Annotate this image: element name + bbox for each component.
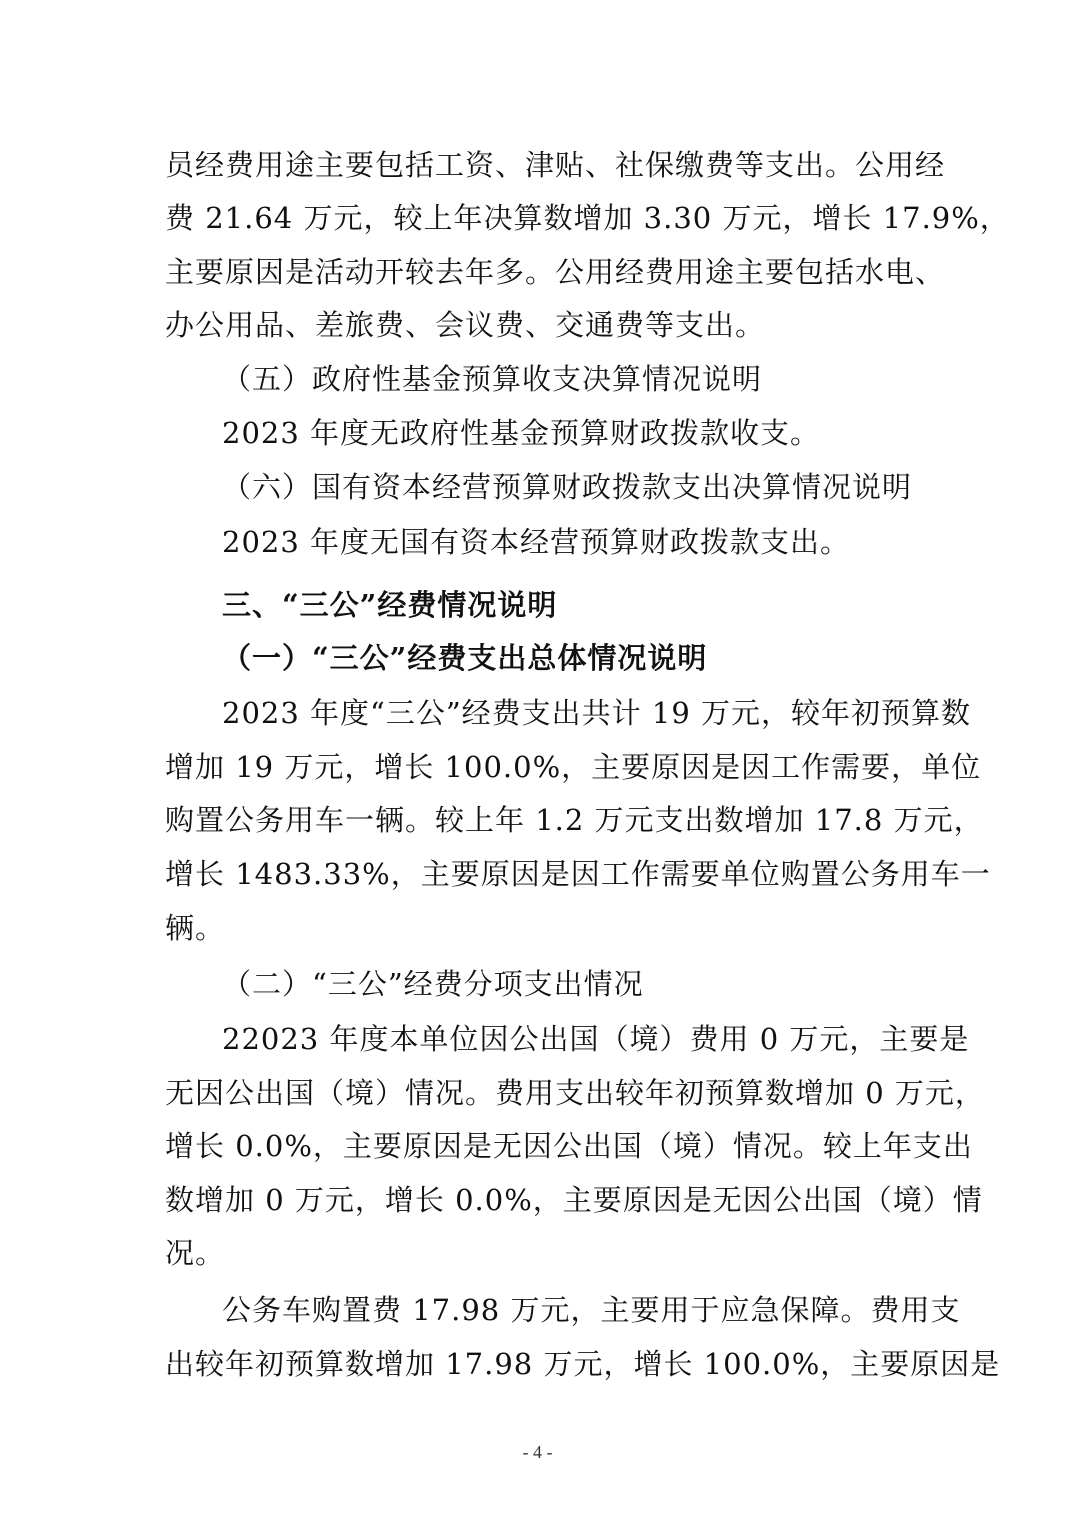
section-heading: （二）“三公”经费分项支出情况 [222,967,644,1001]
body-line: 辆。 [165,911,226,945]
body-line: 员经费用途主要包括工资、津贴、社保缴费等支出。公用经 [165,148,946,182]
body-line: 出较年初预算数增加 17.98 万元，增长 100.0%，主要原因是 [165,1347,1001,1381]
chapter-heading: 三、“三公”经费情况说明 [222,588,558,622]
section-heading: （一）“三公”经费支出总体情况说明 [222,641,708,675]
page-number: - 4 - [522,1442,553,1462]
body-line: 购置公务用车一辆。较上年 1.2 万元支出数增加 17.8 万元， [165,803,984,837]
body-line: 无因公出国（境）情况。费用支出较年初预算数增加 0 万元， [165,1076,985,1110]
section-heading: （五）政府性基金预算收支决算情况说明 [222,362,763,396]
body-line: 22023 年度本单位因公出国（境）费用 0 万元，主要是 [222,1022,970,1056]
body-line: 增长 0.0%，主要原因是无因公出国（境）情况。较上年支出 [165,1129,973,1163]
body-line: 公务车购置费 17.98 万元，主要用于应急保障。费用支 [222,1293,961,1327]
body-line: 2023 年度无国有资本经营预算财政拨款支出。 [222,525,851,559]
body-line: 办公用品、差旅费、会议费、交通费等支出。 [165,308,766,342]
body-line: 2023 年度无政府性基金预算财政拨款收支。 [222,416,821,450]
body-line: 增加 19 万元，增长 100.0%，主要原因是因工作需要，单位 [165,750,982,784]
body-line: 况。 [165,1236,226,1270]
body-line: 数增加 0 万元，增长 0.0%，主要原因是无因公出国（境）情 [165,1183,983,1217]
body-line: 费 21.64 万元，较上年决算数增加 3.30 万元，增长 17.9%， [165,201,1010,235]
section-heading: （六）国有资本经营预算财政拨款支出决算情况说明 [222,470,913,504]
body-line: 2023 年度“三公”经费支出共计 19 万元，较年初预算数 [222,696,972,730]
body-line: 增长 1483.33%，主要原因是因工作需要单位购置公务用车一 [165,857,991,891]
body-line: 主要原因是活动开较去年多。公用经费用途主要包括水电、 [165,255,946,289]
